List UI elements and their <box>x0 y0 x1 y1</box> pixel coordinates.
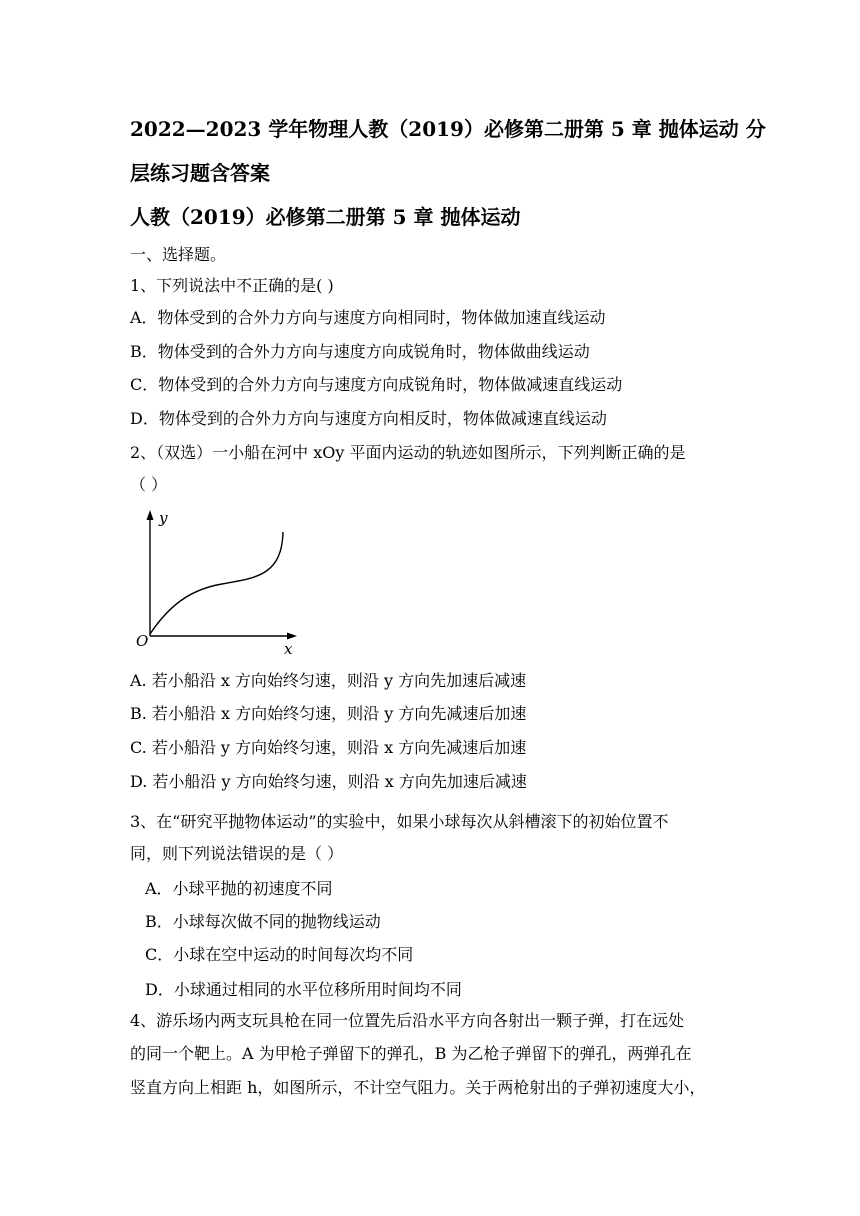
question-2-stem-line-1: 2、（双选）一小船在河中 xOy 平面内运动的轨迹如图所示，下列判断正确的是 <box>130 443 686 462</box>
section-heading: 一、选择题。 <box>130 245 227 264</box>
question-1-option-b: B．物体受到的合外力方向与速度方向成锐角时，物体做曲线运动 <box>130 342 590 361</box>
trajectory-curve <box>150 532 283 634</box>
x-axis-label: x <box>284 640 293 656</box>
question-2-stem-line-2: （ ） <box>130 475 168 494</box>
document-title-line-2: 层练习题含答案 <box>130 161 270 185</box>
question-3-option-a: A．小球平抛的初速度不同 <box>145 879 333 898</box>
question-3-option-d: D．小球通过相同的水平位移所用时间均不同 <box>145 980 462 999</box>
question-3-option-c: C．小球在空中运动的时间每次均不同 <box>145 945 414 964</box>
question-2-option-a: A. 若小船沿 x 方向始终匀速，则沿 y 方向先加速后减速 <box>130 671 527 690</box>
y-axis-arrow <box>147 510 154 520</box>
y-axis-label: y <box>159 509 168 527</box>
question-3-stem-line-2: 同，则下列说法错误的是（ ） <box>130 844 344 863</box>
document-title-line-1: 2022—2023 学年物理人教（2019）必修第二册第 5 章 抛体运动 分 <box>130 117 766 141</box>
question-2-option-b: B. 若小船沿 x 方向始终匀速，则沿 y 方向先减速后加速 <box>130 704 527 723</box>
origin-label: O <box>136 632 149 650</box>
question-2-option-c: C. 若小船沿 y 方向始终匀速，则沿 x 方向先减速后加速 <box>130 738 527 757</box>
question-4-stem-line-3: 竖直方向上相距 h，如图所示，不计空气阻力。关于两枪射出的子弹初速度大小， <box>130 1078 706 1097</box>
x-axis-arrow <box>287 633 297 640</box>
question-1-stem: 1、下列说法中不正确的是( ) <box>130 276 334 295</box>
question-1-option-d: D．物体受到的合外力方向与速度方向相反时，物体做减速直线运动 <box>130 409 607 428</box>
document-subtitle: 人教（2019）必修第二册第 5 章 抛体运动 <box>130 205 521 229</box>
question-3-option-b: B．小球每次做不同的抛物线运动 <box>145 912 381 931</box>
trajectory-figure <box>130 504 305 656</box>
question-4-stem-line-1: 4、游乐场内两支玩具枪在同一位置先后沿水平方向各射出一颗子弹，打在远处 <box>130 1011 685 1030</box>
question-1-option-a: A．物体受到的合外力方向与速度方向相同时，物体做加速直线运动 <box>130 308 606 327</box>
question-1-option-c: C．物体受到的合外力方向与速度方向成锐角时，物体做减速直线运动 <box>130 375 623 394</box>
question-2-option-d: D. 若小船沿 y 方向始终匀速，则沿 x 方向先加速后减速 <box>130 772 527 791</box>
question-4-stem-line-2: 的同一个靶上。A 为甲枪子弹留下的弹孔，B 为乙枪子弹留下的弹孔，两弹孔在 <box>130 1044 692 1063</box>
question-3-stem-line-1: 3、在“研究平抛物体运动”的实验中，如果小球每次从斜槽滚下的初始位置不 <box>130 812 669 831</box>
